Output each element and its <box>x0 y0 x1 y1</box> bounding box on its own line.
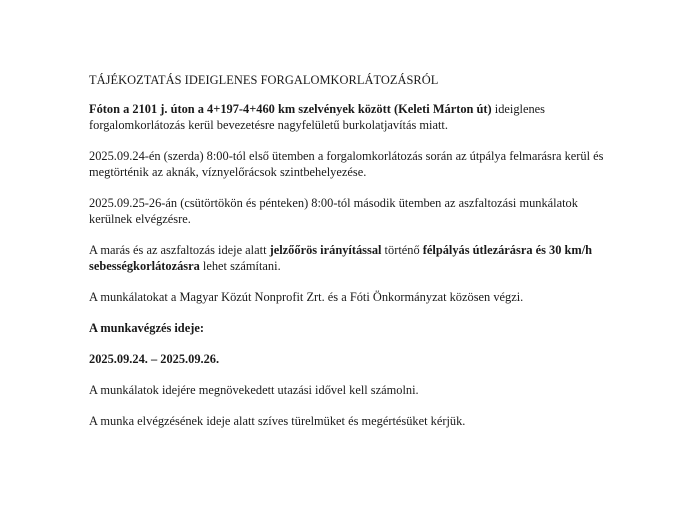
duration-heading-text: A munkavégzés ideje: <box>89 321 204 335</box>
traffic-bold1: jelzőőrös irányítással <box>269 243 382 257</box>
traffic-bold2: félpályás útlezárásra és 30 km/h sebességkorlátozásra <box>89 243 593 273</box>
intro-location: Fóton a 2101 j. úton a 4+197-4+460 km szelvények között (Keleti Márton út) <box>89 102 492 116</box>
traffic-part3: lehet számítani. <box>199 259 281 273</box>
travel-note-paragraph: A munkálatok idejére megnövekedett utazási idővel kell számolni. <box>89 383 419 397</box>
duration-dates-text: 2025.09.24. – 2025.09.26. <box>89 352 220 366</box>
phase1-paragraph: 2025.09.24-én (szerda) 8:00-tól első ütemben a forgalomkorlátozás során az útpálya felmarásra kerül és megtörténik az aknák, víznyelőrácsok szintbehelyezése. <box>89 149 604 179</box>
intro-rest: ideiglenes forgalomkorlátozás kerül bevezetésre nagyfelületű burkolatjavítás miatt. <box>89 102 546 132</box>
traffic-paragraph <box>89 242 614 274</box>
duration-dates <box>89 351 614 367</box>
notice-document <box>89 72 614 444</box>
intro-paragraph <box>89 101 614 133</box>
contractors-paragraph: A munkálatokat a Magyar Közút Nonprofit Zrt. és a Fóti Önkormányzat közösen végzi. <box>89 290 524 304</box>
traffic-part1: A marás és az aszfaltozás ideje alatt <box>89 243 270 257</box>
phase2-paragraph: 2025.09.25-26-án (csütörtökön és pénteken) 8:00-tól második ütemben az aszfaltozási munkálatok kerülnek elvégzésre. <box>89 196 578 226</box>
notice-title: TÁJÉKOZTATÁS IDEIGLENES FORGALOMKORLÁTOZÁSRÓL <box>89 73 439 87</box>
closing-paragraph: A munka elvégzésének ideje alatt szíves türelmüket és megértésüket kérjük. <box>89 414 466 428</box>
traffic-part2: történő <box>381 243 423 257</box>
duration-heading <box>89 320 614 336</box>
